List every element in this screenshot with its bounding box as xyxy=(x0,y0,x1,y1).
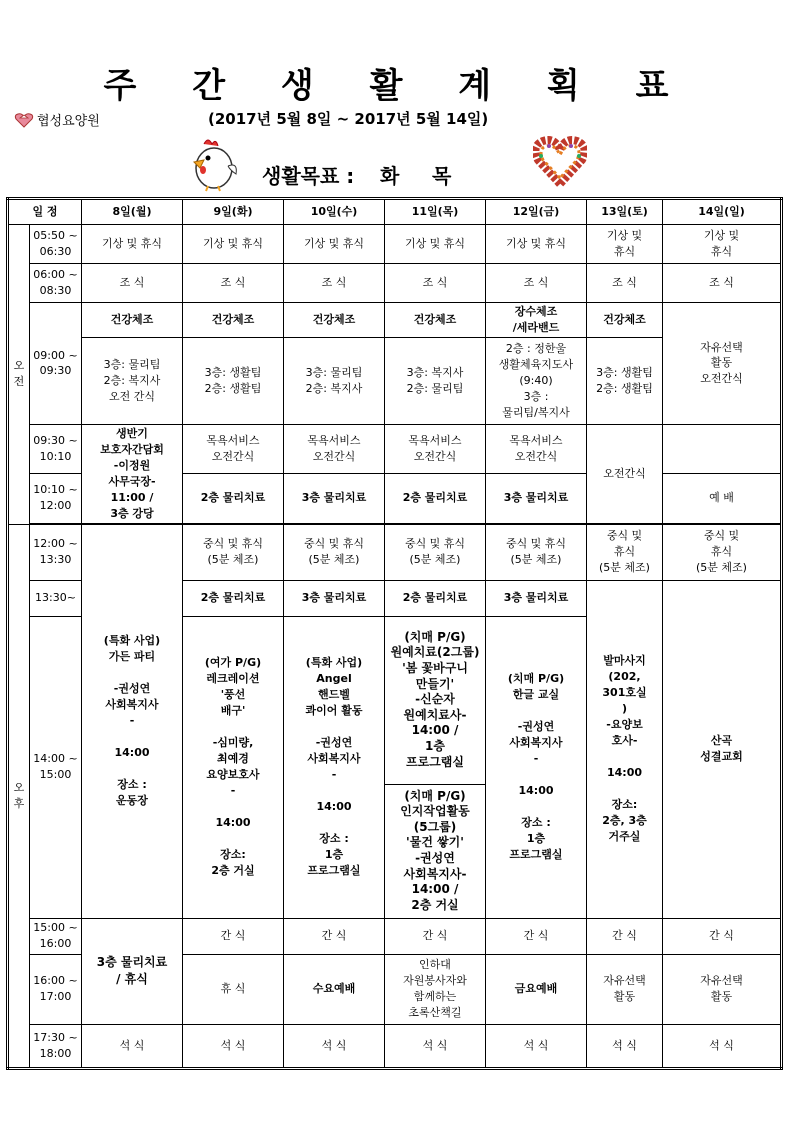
cell: 기상 및 휴식 xyxy=(663,225,782,264)
cell: 목욕서비스 오전간식 xyxy=(486,424,587,473)
header-day-sun: 14일(일) xyxy=(663,199,782,225)
cell: 목욕서비스 오전간식 xyxy=(284,424,385,473)
cell: 2층 물리치료 xyxy=(385,474,486,523)
cell: 건강체조 xyxy=(385,303,486,338)
cell: 석 식 xyxy=(82,1024,183,1068)
cell: 간 식 xyxy=(663,918,782,954)
am-label: 오 전 xyxy=(8,225,30,525)
cell: (치매 P/G) 원예치료(2그룹) '봄 꽃바구니 만들기' -신순자 원예치료사- 14:00 / 1층 프로그램실 xyxy=(385,616,486,784)
cell: 중식 및 휴식 (5분 체조) xyxy=(284,524,385,580)
cell: (특화 사업) 가든 파티 -권성연 사회복지사 - 14:00 장소 : 운동장 xyxy=(82,524,183,918)
header-day-thu: 11일(목) xyxy=(385,199,486,225)
cell: (치매 P/G) 인지작업활동 (5그룹) '물건 쌓기' -권성연 사회복지사- 14:00 / 2층 거실 xyxy=(385,784,486,918)
time-1330: 13:30~ xyxy=(30,580,82,616)
cell: 기상 및 휴식 xyxy=(284,225,385,264)
cell: 건강체조 xyxy=(183,303,284,338)
cell: 3층 물리치료 xyxy=(486,580,587,616)
pm-label: 오 후 xyxy=(8,524,30,1068)
cell: 기상 및 휴식 xyxy=(82,225,183,264)
cell: 목욕서비스 오전간식 xyxy=(385,424,486,473)
cell: 금요예배 xyxy=(486,954,587,1024)
header-day-tue: 9일(화) xyxy=(183,199,284,225)
cell: 석 식 xyxy=(486,1024,587,1068)
cell: 중식 및 휴식 (5분 체조) xyxy=(663,524,782,580)
cell: (특화 사업) Angel 핸드벨 콰이어 활동 -권성연 사회복지사 - 14:00 장소 : 1층 프로그램실 xyxy=(284,616,385,918)
time-1400: 14:00 ~ 15:00 xyxy=(30,616,82,918)
cell: (치매 P/G) 한글 교실 -권성연 사회복지사 - 14:00 장소 : 1층 프로그램실 xyxy=(486,616,587,918)
life-goal xyxy=(262,160,492,189)
cell: 생반기 보호자간담회 -이정원 사무국장- 11:00 / 3층 강당 xyxy=(82,424,183,523)
cell: 조 식 xyxy=(82,264,183,303)
cell: 자유선택 활동 xyxy=(663,954,782,1024)
cell: 예 배 xyxy=(663,474,782,523)
cell: 3층: 물리팀 2층: 복지사 오전 간식 xyxy=(82,337,183,424)
cell: 중식 및 휴식 (5분 체조) xyxy=(385,524,486,580)
cell: 3층 물리치료 / 휴식 xyxy=(82,918,183,1024)
cell: 석 식 xyxy=(587,1024,663,1068)
schedule-period: (2017년 5월 8일 ~ 2017년 5월 14일) xyxy=(208,110,489,128)
cell: 3층: 생활팀 2층: 생활팀 xyxy=(183,337,284,424)
cell: 오전간식 xyxy=(587,424,663,523)
cell: 조 식 xyxy=(486,264,587,303)
time-1730: 17:30 ~ 18:00 xyxy=(30,1024,82,1068)
cell: 기상 및 휴식 xyxy=(587,225,663,264)
cell: 간 식 xyxy=(385,918,486,954)
time-1200: 12:00 ~ 13:30 xyxy=(30,524,82,580)
cell: 3층 물리치료 xyxy=(284,474,385,523)
header-day-sat: 13일(토) xyxy=(587,199,663,225)
cell: 수요예배 xyxy=(284,954,385,1024)
cell: 휴 식 xyxy=(183,954,284,1024)
flower-heart-icon xyxy=(533,136,587,188)
cell: 2층 : 정한울 생활체육지도사 (9:40) 3층 : 물리팀/복지사 xyxy=(486,337,587,424)
goal-label: 생활목표 : xyxy=(262,164,355,188)
cell: 조 식 xyxy=(385,264,486,303)
cell: 발마사지 (202, 301호실 ) -요양보 호사- 14:00 장소: 2층, 3층 거주실 xyxy=(587,580,663,918)
time-0600: 06:00 ~ 08:30 xyxy=(30,264,82,303)
cell: 기상 및 휴식 xyxy=(385,225,486,264)
cell: 건강체조 xyxy=(284,303,385,338)
time-1500: 15:00 ~ 16:00 xyxy=(30,918,82,954)
cell: 중식 및 휴식 (5분 체조) xyxy=(587,524,663,580)
cell: (여가 P/G) 레크레이션 '풍선 배구' -심미량, 최예경 요양보호사 - 14:00 장소: 2층 거실 xyxy=(183,616,284,918)
cell: 장수체조 /세라밴드 xyxy=(486,303,587,338)
cell: 중식 및 휴식 (5분 체조) xyxy=(183,524,284,580)
goal-day-thu: 목 xyxy=(432,164,452,188)
header-day-mon: 8일(월) xyxy=(82,199,183,225)
cell: 3층: 복지사 2층: 물리팀 xyxy=(385,337,486,424)
org-name: 협성요양원 xyxy=(37,114,100,129)
cell: 간 식 xyxy=(587,918,663,954)
time-0900: 09:00 ~ 09:30 xyxy=(30,303,82,425)
cell: 석 식 xyxy=(385,1024,486,1068)
cell: 기상 및 휴식 xyxy=(486,225,587,264)
cell: 자유선택 활동 xyxy=(587,954,663,1024)
time-1600: 16:00 ~ 17:00 xyxy=(30,954,82,1024)
org-label xyxy=(14,110,100,129)
cell: 산곡 성결교회 xyxy=(663,580,782,918)
cell: 2층 물리치료 xyxy=(183,580,284,616)
cell: 석 식 xyxy=(284,1024,385,1068)
cell: 3층: 생활팀 2층: 생활팀 xyxy=(587,337,663,424)
header-schedule: 일 정 xyxy=(8,199,82,225)
cell xyxy=(663,424,782,473)
time-1010: 10:10 ~ 12:00 xyxy=(30,474,82,523)
page-title: 주 간 생 활 계 획 표 xyxy=(103,66,691,106)
cell: 자유선택 활동 오전간식 xyxy=(663,303,782,425)
cell: 석 식 xyxy=(183,1024,284,1068)
cell: 목욕서비스 오전간식 xyxy=(183,424,284,473)
cell: 2층 물리치료 xyxy=(385,580,486,616)
cell: 3층: 물리팀 2층: 복지사 xyxy=(284,337,385,424)
cell: 조 식 xyxy=(587,264,663,303)
cell: 기상 및 휴식 xyxy=(183,225,284,264)
cell: 건강체조 xyxy=(82,303,183,338)
cell: 2층 물리치료 xyxy=(183,474,284,523)
cell: 조 식 xyxy=(284,264,385,303)
weekly-schedule-table xyxy=(6,197,783,1070)
goal-day-tue: 화 xyxy=(380,164,400,188)
chicken-icon xyxy=(190,136,242,192)
org-logo-icon xyxy=(14,112,34,128)
cell: 간 식 xyxy=(183,918,284,954)
time-0550: 05:50 ~ 06:30 xyxy=(30,225,82,264)
header-day-fri: 12일(금) xyxy=(486,199,587,225)
cell: 조 식 xyxy=(663,264,782,303)
cell: 3층 물리치료 xyxy=(284,580,385,616)
cell: 중식 및 휴식 (5분 체조) xyxy=(486,524,587,580)
cell: 조 식 xyxy=(183,264,284,303)
cell: 건강체조 xyxy=(587,303,663,338)
cell: 간 식 xyxy=(486,918,587,954)
cell: 석 식 xyxy=(663,1024,782,1068)
time-0930: 09:30 ~ 10:10 xyxy=(30,424,82,473)
cell: 인하대 자원봉사자와 함께하는 초록산책길 xyxy=(385,954,486,1024)
header-day-wed: 10일(수) xyxy=(284,199,385,225)
cell: 간 식 xyxy=(284,918,385,954)
cell: 3층 물리치료 xyxy=(486,474,587,523)
